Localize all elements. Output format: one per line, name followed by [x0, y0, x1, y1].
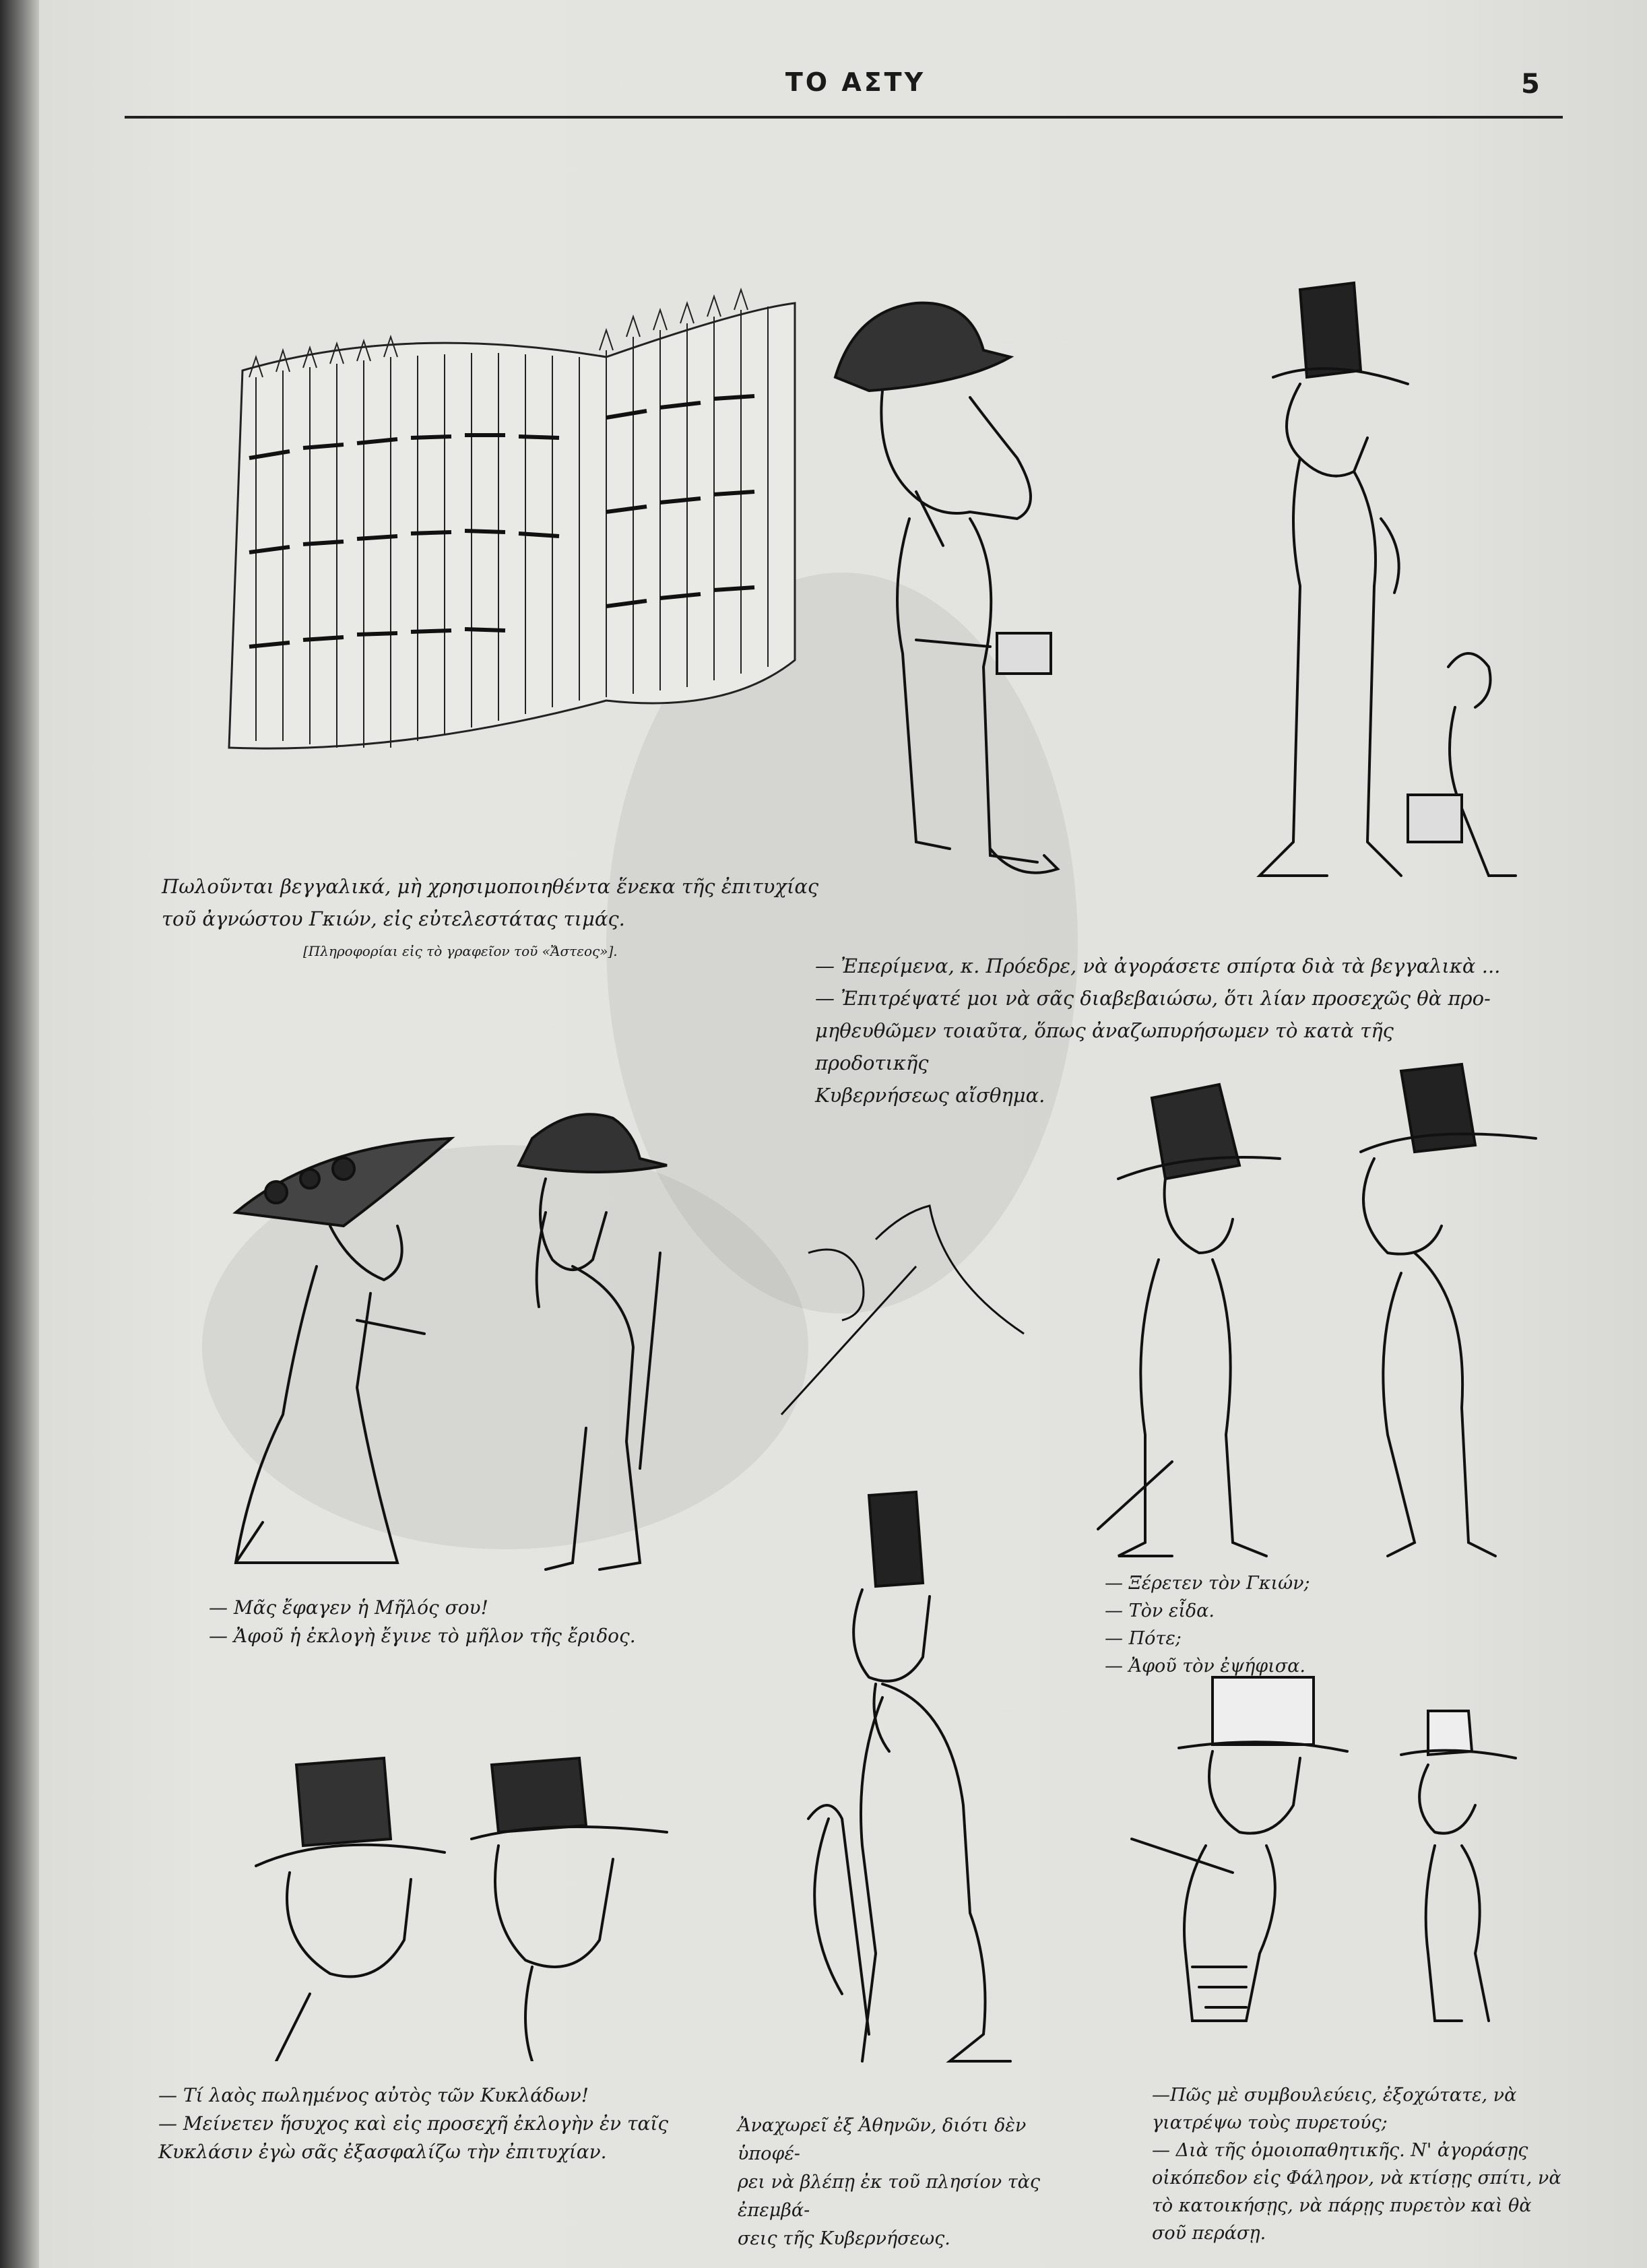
caption-melos: [209, 1594, 680, 1650]
caption-line: — Ξέρετεν τὸν Γκιών;: [1105, 1573, 1310, 1594]
caption-departure: [738, 2112, 1074, 2253]
fireworks-bundle-illustration: [202, 283, 808, 795]
caption-line: — Ἀφοῦ τὸν ἐψήφισα.: [1105, 1656, 1306, 1677]
scribble-illustration: [768, 1199, 1037, 1428]
caption-line: Ἀναχωρεῖ ἐξ Ἀθηνῶν, διότι δὲν ὑποφέ-: [738, 2115, 1027, 2164]
caption-line: — Ἀφοῦ ἡ ἐκλογὴ ἔγινε τὸ μῆλον τῆς ἔριδος.: [209, 1625, 636, 1647]
caption-line: Κυκλάσιν ἐγὼ σᾶς ἐξασφαλίζω τὴν ἐπιτυχίαν.: [158, 2141, 607, 2163]
two-heads-illustration: [249, 1751, 680, 2061]
caption-line: — Τὸν εἶδα.: [1105, 1600, 1215, 1621]
caption-line: — Ἐπιτρέψατέ μοι νὰ σᾶς διαβεβαιώσω, ὅτι λίαν προσεχῶς θὰ προ-: [815, 987, 1491, 1010]
caption-line: — Μείνετεν ἥσυχος καὶ εἰς προσεχῆ ἐκλογὴν ἐν ταῖς: [158, 2112, 669, 2135]
stout-and-thin-man-illustration: [1111, 1671, 1543, 2048]
newspaper-title: ΤΟ ΑΣΤΥ: [785, 67, 926, 97]
caption-line: οἰκόπεδον εἰς Φάληρον, νὰ κτίσῃς σπίτι, νὰ: [1152, 2168, 1561, 2189]
woman-and-man-illustration: [195, 1091, 721, 1583]
president-and-man-illustration: [815, 236, 1543, 903]
caption-note: [Πληροφορίαι εἰς τὸ γραφεῖον τοῦ «Ἄστεος»].: [303, 943, 618, 959]
caption-line: τὸ κατοικήσῃς, νὰ πάρῃς πυρετὸν καὶ θὰ: [1152, 2195, 1532, 2216]
binding-spine: [0, 0, 39, 2268]
departing-man-illustration: [788, 1482, 1037, 2075]
header-rule: [125, 116, 1563, 119]
caption-fireworks: [162, 870, 849, 967]
caption-line: μηθευθῶμεν τοιαῦτα, ὅπως ἀναζωπυρήσωμεν τὸ κατὰ τῆς προδοτικῆς: [815, 1019, 1394, 1074]
caption-line: — Τί λαὸς πωλημένος αὐτὸς τῶν Κυκλάδων!: [158, 2084, 589, 2106]
caption-line: — Μᾶς ἔφαγεν ἡ Μῆλός σου!: [209, 1596, 488, 1619]
caption-line: — Ἐπερίμενα, κ. Πρόεδρε, νὰ ἀγοράσετε σπίρτα διὰ τὰ βεγγαλικὰ ...: [815, 954, 1501, 977]
caption-line: — Πότε;: [1105, 1628, 1182, 1649]
caption-line: —Πῶς μὲ συμβουλεύεις, ἐξοχώτατε, νὰ: [1152, 2085, 1517, 2106]
page-number: 5: [1521, 69, 1540, 100]
caption-line: σεις τῆς Κυβερνήσεως.: [738, 2228, 950, 2249]
caption-line: ρει νὰ βλέπῃ ἐκ τοῦ πλησίον τὰς ἐπεμβά-: [738, 2172, 1041, 2221]
caption-fever: [1152, 2081, 1590, 2247]
two-tophat-men-illustration: [1064, 1058, 1556, 1569]
caption-gkion: [1105, 1569, 1509, 1680]
caption-line: Κυβερνήσεως αἴσθημα.: [815, 1084, 1045, 1107]
caption-line: — Διὰ τῆς ὁμοιοπαθητικῆς. Ν' ἀγοράσῃς: [1152, 2140, 1528, 2161]
caption-cyclades: [158, 2081, 690, 2166]
caption-line: γιατρέψω τοὺς πυρετούς;: [1152, 2112, 1388, 2133]
caption-line: σοῦ περάσῃ.: [1152, 2223, 1266, 2244]
caption-line: Πωλοῦνται βεγγαλικά, μὴ χρησιμοποιηθέντα ἕνεκα τῆς ἐπιτυχίας: [162, 875, 819, 898]
caption-line: τοῦ ἀγνώστου Γκιών, εἰς εὐτελεστάτας τιμάς.: [162, 907, 625, 930]
